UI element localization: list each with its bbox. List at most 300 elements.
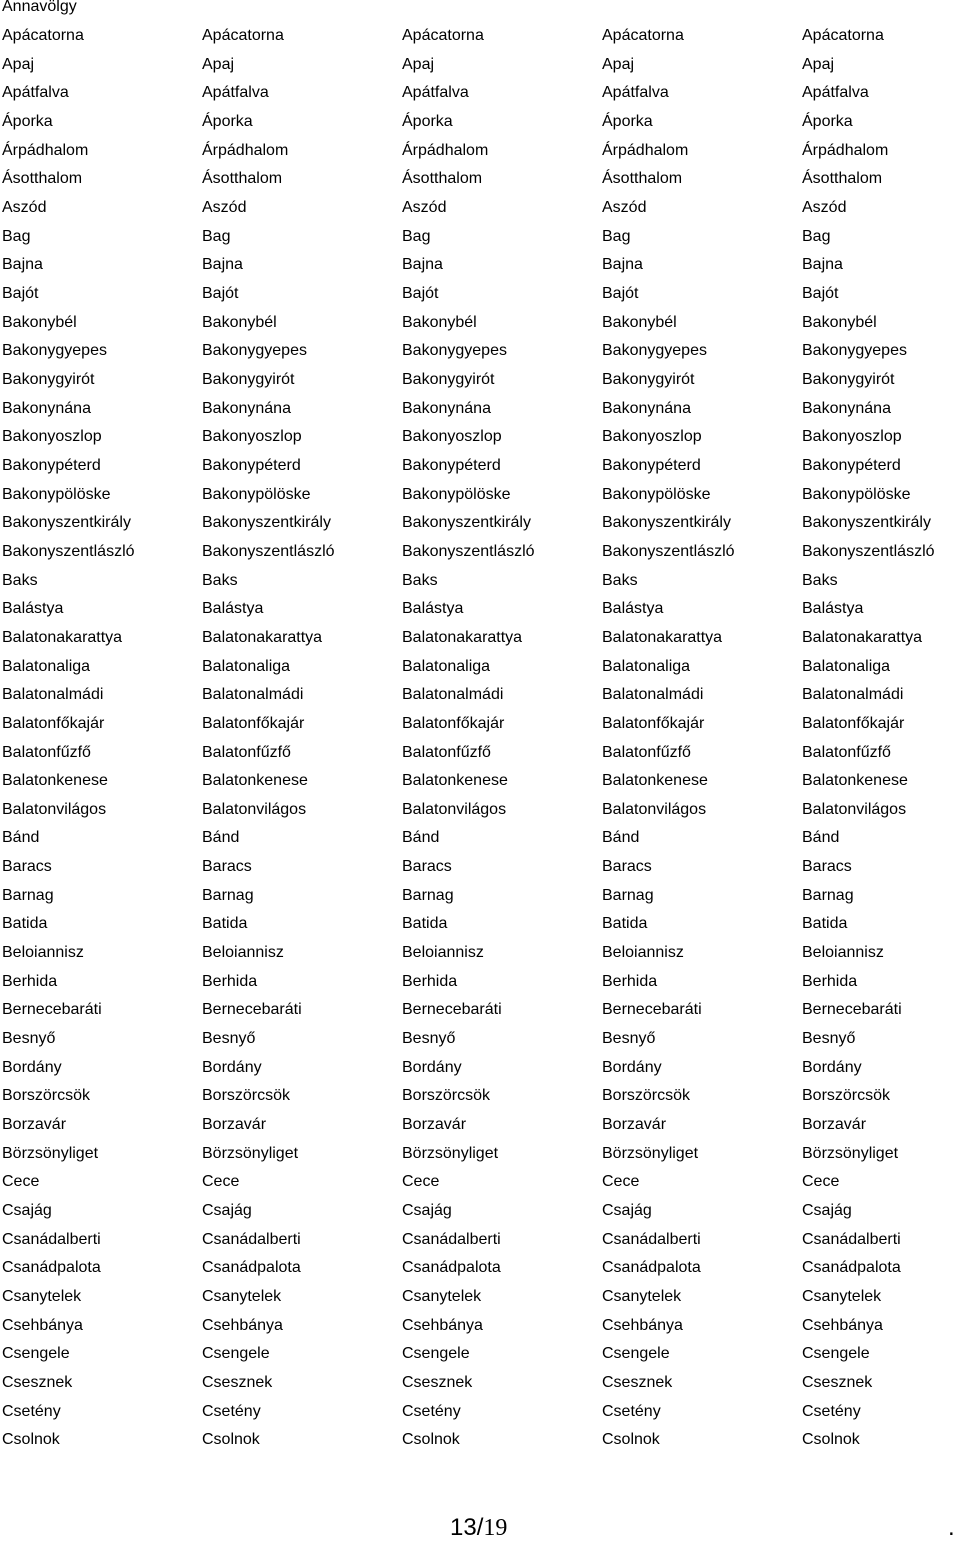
table-cell: Bakonygyepes xyxy=(2,342,107,360)
table-cell: Batida xyxy=(602,915,648,933)
table-cell: Borzavár xyxy=(2,1116,67,1134)
table-cell: Árpádhalom xyxy=(402,141,489,159)
table-cell: Csolnok xyxy=(2,1431,60,1449)
table-cell: Balástya xyxy=(402,600,464,618)
table-cell: Bakonygyepes xyxy=(202,342,307,360)
table-cell: Áporka xyxy=(802,112,853,130)
table-cell: Bánd xyxy=(602,829,640,847)
table-cell: Csetény xyxy=(2,1402,61,1420)
table-row xyxy=(0,628,960,648)
table-row xyxy=(0,542,960,562)
table-row xyxy=(0,943,960,963)
table-cell: Barnag xyxy=(602,886,654,904)
table-cell: Csehbánya xyxy=(402,1316,483,1334)
table-cell: Csesznek xyxy=(2,1374,73,1392)
table-cell: Balatonvilágos xyxy=(2,800,107,818)
table-cell: Áporka xyxy=(402,112,453,130)
table-cell: Bag xyxy=(2,227,31,245)
table-cell: Apaj xyxy=(402,55,435,73)
table-row xyxy=(0,800,960,820)
table-cell: Csengele xyxy=(202,1345,270,1363)
table-cell: Bajót xyxy=(802,284,839,302)
table-cell: Balástya xyxy=(602,600,664,618)
table-row xyxy=(0,914,960,934)
table-row xyxy=(0,1115,960,1135)
table-cell: Bakonypölöske xyxy=(802,485,911,503)
table-cell: Bakonyoszlop xyxy=(402,428,502,446)
end-mark: . xyxy=(948,1514,955,1541)
table-cell: Apátfalva xyxy=(402,84,469,102)
table-row xyxy=(0,1029,960,1049)
table-cell: Balatonakarattya xyxy=(802,628,923,646)
table-cell: Aszód xyxy=(2,198,47,216)
table-cell: Csanádalberti xyxy=(2,1230,101,1248)
table-cell: Börzsönyliget xyxy=(802,1144,899,1162)
table-row xyxy=(0,599,960,619)
table-row xyxy=(0,1316,960,1336)
table-cell: Balatonfőkajár xyxy=(602,714,705,732)
table-cell: Balástya xyxy=(802,600,864,618)
table-cell: Csesznek xyxy=(802,1374,873,1392)
table-cell: Bakonypéterd xyxy=(602,456,701,474)
table-cell: Barnag xyxy=(202,886,254,904)
table-cell: Csajág xyxy=(802,1202,852,1220)
table-cell: Csehbánya xyxy=(802,1316,883,1334)
table-cell: Besnyő xyxy=(402,1030,456,1048)
table-cell: Bakonyszentkirály xyxy=(2,514,131,532)
table-cell: Csetény xyxy=(402,1402,461,1420)
table-cell: Áporka xyxy=(2,112,53,130)
table-cell: Bakonyszentkirály xyxy=(202,514,331,532)
table-cell: Balatonfűzfő xyxy=(202,743,291,761)
table-cell: Csanádpalota xyxy=(2,1259,101,1277)
table-cell: Baracs xyxy=(802,858,852,876)
table-cell: Bakonygyepes xyxy=(602,342,707,360)
table-cell: Berhida xyxy=(2,972,58,990)
table-cell: Besnyő xyxy=(2,1030,56,1048)
table-cell: Csanádpalota xyxy=(402,1259,501,1277)
table-row xyxy=(0,828,960,848)
table-cell: Bernecebaráti xyxy=(202,1001,302,1019)
table-cell: Csesznek xyxy=(202,1374,273,1392)
table-row xyxy=(0,169,960,189)
table-row xyxy=(0,83,960,103)
table-cell: Bakonypéterd xyxy=(2,456,101,474)
table-cell: Csanádalberti xyxy=(602,1230,701,1248)
table-cell: Csetény xyxy=(202,1402,261,1420)
table-cell: Árpádhalom xyxy=(802,141,889,159)
table-cell: Balatonfűzfő xyxy=(2,743,91,761)
table-cell: Balatonalmádi xyxy=(2,686,104,704)
table-cell: Bakonypéterd xyxy=(802,456,901,474)
table-cell: Berhida xyxy=(402,972,458,990)
table-cell: Bakonyoszlop xyxy=(2,428,102,446)
table-cell: Beloiannisz xyxy=(202,944,284,962)
table-cell: Bakonyszentkirály xyxy=(402,514,531,532)
table-cell: Beloiannisz xyxy=(2,944,84,962)
table-cell: Balatonfűzfő xyxy=(602,743,691,761)
table-cell: Csengele xyxy=(602,1345,670,1363)
table-cell: Bakonybél xyxy=(802,313,877,331)
table-cell: Barnag xyxy=(402,886,454,904)
table-row xyxy=(0,1258,960,1278)
table-cell: Bánd xyxy=(802,829,840,847)
table-cell: Baracs xyxy=(2,858,52,876)
table-cell: Bordány xyxy=(602,1058,662,1076)
table-cell: Apátfalva xyxy=(602,84,669,102)
table-cell: Börzsönyliget xyxy=(402,1144,499,1162)
table-cell: Bajna xyxy=(802,256,843,274)
table-cell: Ásotthalom xyxy=(802,170,883,188)
table-cell: Bajót xyxy=(202,284,239,302)
table-cell: Bag xyxy=(802,227,831,245)
table-cell: Csanytelek xyxy=(602,1288,682,1306)
table-cell: Csanytelek xyxy=(802,1288,882,1306)
table-cell: Csajág xyxy=(2,1202,52,1220)
table-cell: Apácatorna xyxy=(402,27,484,44)
table-row xyxy=(0,485,960,505)
table-cell: Csanádalberti xyxy=(402,1230,501,1248)
table-cell: Balástya xyxy=(202,600,264,618)
table-cell: Csesznek xyxy=(402,1374,473,1392)
table-cell: Bernecebaráti xyxy=(802,1001,902,1019)
table-cell: Apaj xyxy=(802,55,835,73)
table-cell: Aszód xyxy=(602,198,647,216)
table-row xyxy=(0,743,960,763)
table-cell: Apácatorna xyxy=(2,27,84,44)
table-row xyxy=(0,313,960,333)
table-cell: Csolnok xyxy=(802,1431,860,1449)
table-row xyxy=(0,112,960,132)
table-cell: Baks xyxy=(202,571,238,589)
table-cell: Balatonaliga xyxy=(402,657,491,675)
table-cell: Balatonfűzfő xyxy=(402,743,491,761)
table-cell: Bakonyoszlop xyxy=(202,428,302,446)
table-cell: Apaj xyxy=(2,55,35,73)
table-cell: Bajna xyxy=(2,256,43,274)
table-cell: Barnag xyxy=(2,886,54,904)
table-cell: Bajna xyxy=(202,256,243,274)
table-cell: Besnyő xyxy=(602,1030,656,1048)
table-row xyxy=(0,1287,960,1307)
table-row xyxy=(0,1172,960,1192)
table-cell: Borzavár xyxy=(802,1116,867,1134)
table-cell: Börzsönyliget xyxy=(602,1144,699,1162)
table-cell: Bakonynána xyxy=(402,399,491,417)
table-cell: Batida xyxy=(802,915,848,933)
table-cell: Apácatorna xyxy=(202,27,284,44)
table-cell: Borzavár xyxy=(402,1116,467,1134)
table-cell: Batida xyxy=(402,915,448,933)
table-cell: Balatonvilágos xyxy=(602,800,707,818)
table-cell: Börzsönyliget xyxy=(202,1144,299,1162)
table-cell: Borzavár xyxy=(202,1116,267,1134)
table-cell: Bakonybél xyxy=(202,313,277,331)
table-cell: Bakonynána xyxy=(602,399,691,417)
table-cell: Bakonyszentlászló xyxy=(202,542,335,560)
table-cell: Batida xyxy=(2,915,48,933)
table-cell: Ásotthalom xyxy=(2,170,83,188)
table-cell: Bernecebaráti xyxy=(402,1001,502,1019)
table-cell: Baracs xyxy=(202,858,252,876)
table-cell: Csetény xyxy=(802,1402,861,1420)
table-cell: Balatonfőkajár xyxy=(202,714,305,732)
table-cell: Bakonyszentlászló xyxy=(602,542,735,560)
table-cell: Bánd xyxy=(402,829,440,847)
table-cell: Bakonynána xyxy=(202,399,291,417)
table-cell: Balatonfőkajár xyxy=(802,714,905,732)
table-cell: Áporka xyxy=(602,112,653,130)
table-cell: Berhida xyxy=(202,972,258,990)
table-cell: Borszörcsök xyxy=(202,1087,291,1105)
table-cell: Csesznek xyxy=(602,1374,673,1392)
table-cell: Baks xyxy=(602,571,638,589)
table-cell: Csanádpalota xyxy=(202,1259,301,1277)
table-cell: Bordány xyxy=(402,1058,462,1076)
table-row xyxy=(0,571,960,591)
table-row xyxy=(0,255,960,275)
table-row xyxy=(0,972,960,992)
table-cell: Csanytelek xyxy=(202,1288,282,1306)
table-cell: Berhida xyxy=(602,972,658,990)
page-number xyxy=(450,1514,507,1542)
table-cell: Borzavár xyxy=(602,1116,667,1134)
table-cell: Apátfalva xyxy=(802,84,869,102)
table-cell: Cece xyxy=(802,1173,840,1191)
table-cell: Bordány xyxy=(802,1058,862,1076)
page-footer xyxy=(0,1514,960,1542)
table-cell: Csehbánya xyxy=(202,1316,283,1334)
table-cell: Baracs xyxy=(402,858,452,876)
table-cell: Csajág xyxy=(202,1202,252,1220)
table-row xyxy=(0,1058,960,1078)
table-cell: Bag xyxy=(402,227,431,245)
table-cell: Apátfalva xyxy=(202,84,269,102)
table-cell: Csanádalberti xyxy=(202,1230,301,1248)
table-row xyxy=(0,857,960,877)
table-row xyxy=(0,456,960,476)
table-cell: Csehbánya xyxy=(2,1316,83,1334)
table-cell: Csolnok xyxy=(202,1431,260,1449)
table-row xyxy=(0,1430,960,1450)
table-cell: Bakonygyirót xyxy=(2,370,95,388)
table-cell: Árpádhalom xyxy=(2,141,89,159)
page-number-current: 13/ xyxy=(450,1514,484,1541)
table-cell: Bakonybél xyxy=(2,313,77,331)
table-cell: Bordány xyxy=(2,1058,62,1076)
table-cell: Bajna xyxy=(402,256,443,274)
table-cell: Csanytelek xyxy=(402,1288,482,1306)
table-cell: Borszörcsök xyxy=(2,1087,91,1105)
table-cell: Balatonaliga xyxy=(202,657,291,675)
table-cell: Baks xyxy=(2,571,38,589)
table-cell: Bakonypölöske xyxy=(2,485,111,503)
table-row xyxy=(0,26,960,46)
table-cell: Besnyő xyxy=(802,1030,856,1048)
table-cell: Balatonfőkajár xyxy=(2,714,105,732)
table-cell: Bánd xyxy=(2,829,40,847)
table-cell: Borszörcsök xyxy=(602,1087,691,1105)
table-cell: Bakonybél xyxy=(402,313,477,331)
table-cell: Bajót xyxy=(402,284,439,302)
table-cell: Balatonvilágos xyxy=(202,800,307,818)
table-cell: Baks xyxy=(402,571,438,589)
table-cell: Bakonygyepes xyxy=(402,342,507,360)
table-cell: Aszód xyxy=(402,198,447,216)
table-cell: Árpádhalom xyxy=(602,141,689,159)
table-cell: Bajót xyxy=(2,284,39,302)
table-cell: Balatonalmádi xyxy=(602,686,704,704)
table-cell: Börzsönyliget xyxy=(2,1144,99,1162)
table-cell: Csanádalberti xyxy=(802,1230,901,1248)
table-row xyxy=(0,1402,960,1422)
table-row xyxy=(0,1373,960,1393)
table-cell: Cece xyxy=(602,1173,640,1191)
table-row xyxy=(0,427,960,447)
table-cell: Batida xyxy=(202,915,248,933)
table-cell: Bakonypölöske xyxy=(202,485,311,503)
table-cell: Árpádhalom xyxy=(202,141,289,159)
table-cell: Aszód xyxy=(802,198,847,216)
table-cell: Csajág xyxy=(602,1202,652,1220)
table-cell: Balatonfűzfő xyxy=(802,743,891,761)
table-cell: Balástya xyxy=(2,600,64,618)
table-cell: Bakonygyirót xyxy=(602,370,695,388)
table-cell: Bakonygyepes xyxy=(802,342,907,360)
table-cell: Csanádpalota xyxy=(802,1259,901,1277)
table-cell: Bernecebaráti xyxy=(2,1001,102,1019)
table-cell: Bakonygyirót xyxy=(802,370,895,388)
table-cell: Csetény xyxy=(602,1402,661,1420)
table-row xyxy=(0,284,960,304)
table-cell: Balatonkenese xyxy=(402,772,508,790)
table-cell: Balatonakarattya xyxy=(2,628,123,646)
table-cell: Bernecebaráti xyxy=(602,1001,702,1019)
table-cell: Bakonyszentlászló xyxy=(2,542,135,560)
first-line: Annavölgy xyxy=(2,0,77,15)
table-row xyxy=(0,399,960,419)
table-cell: Balatonalmádi xyxy=(202,686,304,704)
table-cell: Balatonakarattya xyxy=(202,628,323,646)
table-cell: Bakonyoszlop xyxy=(602,428,702,446)
table-cell: Borszörcsök xyxy=(802,1087,891,1105)
table-cell: Csengele xyxy=(2,1345,70,1363)
table-cell: Balatonfőkajár xyxy=(402,714,505,732)
table-row xyxy=(0,685,960,705)
table-row xyxy=(0,141,960,161)
table-cell: Bakonynána xyxy=(802,399,891,417)
table-cell: Besnyő xyxy=(202,1030,256,1048)
table-cell: Beloiannisz xyxy=(602,944,684,962)
table-cell: Bakonygyirót xyxy=(202,370,295,388)
table-row xyxy=(0,1144,960,1164)
table-cell: Balatonvilágos xyxy=(802,800,907,818)
table-cell: Balatonalmádi xyxy=(802,686,904,704)
table-cell: Bakonybél xyxy=(602,313,677,331)
table-row xyxy=(0,886,960,906)
table-cell: Bajót xyxy=(602,284,639,302)
table-row xyxy=(0,1344,960,1364)
table-cell: Ásotthalom xyxy=(602,170,683,188)
table-row xyxy=(0,198,960,218)
table-cell: Bakonyszentlászló xyxy=(402,542,535,560)
table-cell: Ásotthalom xyxy=(202,170,283,188)
table-cell: Bag xyxy=(202,227,231,245)
table-cell: Bakonygyirót xyxy=(402,370,495,388)
table-cell: Berhida xyxy=(802,972,858,990)
table-cell: Cece xyxy=(2,1173,40,1191)
page-number-total: 19 xyxy=(483,1515,508,1541)
table-cell: Ásotthalom xyxy=(402,170,483,188)
table-cell: Apátfalva xyxy=(2,84,69,102)
table-row xyxy=(0,513,960,533)
table-cell: Borszörcsök xyxy=(402,1087,491,1105)
table-cell: Bakonypölöske xyxy=(402,485,511,503)
table-cell: Bordány xyxy=(202,1058,262,1076)
table-cell: Balatonaliga xyxy=(802,657,891,675)
table-cell: Bag xyxy=(602,227,631,245)
table-cell: Bakonynána xyxy=(2,399,91,417)
table-row xyxy=(0,1086,960,1106)
table-row xyxy=(0,657,960,677)
table-cell: Csolnok xyxy=(602,1431,660,1449)
table-cell: Balatonakarattya xyxy=(402,628,523,646)
table-cell: Aszód xyxy=(202,198,247,216)
table-cell: Bánd xyxy=(202,829,240,847)
table-cell: Csajág xyxy=(402,1202,452,1220)
table-row xyxy=(0,771,960,791)
table-row xyxy=(0,227,960,247)
table-cell: Bakonyszentkirály xyxy=(802,514,931,532)
table-cell: Balatonkenese xyxy=(202,772,308,790)
table-cell: Bakonypéterd xyxy=(402,456,501,474)
table-cell: Balatonaliga xyxy=(602,657,691,675)
table-cell: Bakonyszentlászló xyxy=(802,542,935,560)
table-cell: Balatonkenese xyxy=(802,772,908,790)
table-cell: Csengele xyxy=(802,1345,870,1363)
table-row xyxy=(0,341,960,361)
table-row xyxy=(0,370,960,390)
table-cell: Csolnok xyxy=(402,1431,460,1449)
table-cell: Balatonakarattya xyxy=(602,628,723,646)
table-cell: Bakonypéterd xyxy=(202,456,301,474)
table-cell: Apácatorna xyxy=(802,27,884,44)
table-row xyxy=(0,55,960,75)
table-cell: Csanytelek xyxy=(2,1288,82,1306)
table-cell: Balatonkenese xyxy=(2,772,108,790)
table-cell: Balatonvilágos xyxy=(402,800,507,818)
table-cell: Cece xyxy=(402,1173,440,1191)
table-cell: Beloiannisz xyxy=(402,944,484,962)
table-cell: Beloiannisz xyxy=(802,944,884,962)
table-cell: Balatonaliga xyxy=(2,657,91,675)
table-cell: Barnag xyxy=(802,886,854,904)
table-cell: Baks xyxy=(802,571,838,589)
table-cell: Bakonypölöske xyxy=(602,485,711,503)
table-cell: Áporka xyxy=(202,112,253,130)
table-row xyxy=(0,1201,960,1221)
table-cell: Cece xyxy=(202,1173,240,1191)
table-cell: Csehbánya xyxy=(602,1316,683,1334)
table-cell: Bakonyoszlop xyxy=(802,428,902,446)
table-cell: Csanádpalota xyxy=(602,1259,701,1277)
table-cell: Bajna xyxy=(602,256,643,274)
table-cell: Bakonyszentkirály xyxy=(602,514,731,532)
table-cell: Balatonalmádi xyxy=(402,686,504,704)
table-row xyxy=(0,1230,960,1250)
table-cell: Csengele xyxy=(402,1345,470,1363)
table-cell: Apaj xyxy=(202,55,235,73)
